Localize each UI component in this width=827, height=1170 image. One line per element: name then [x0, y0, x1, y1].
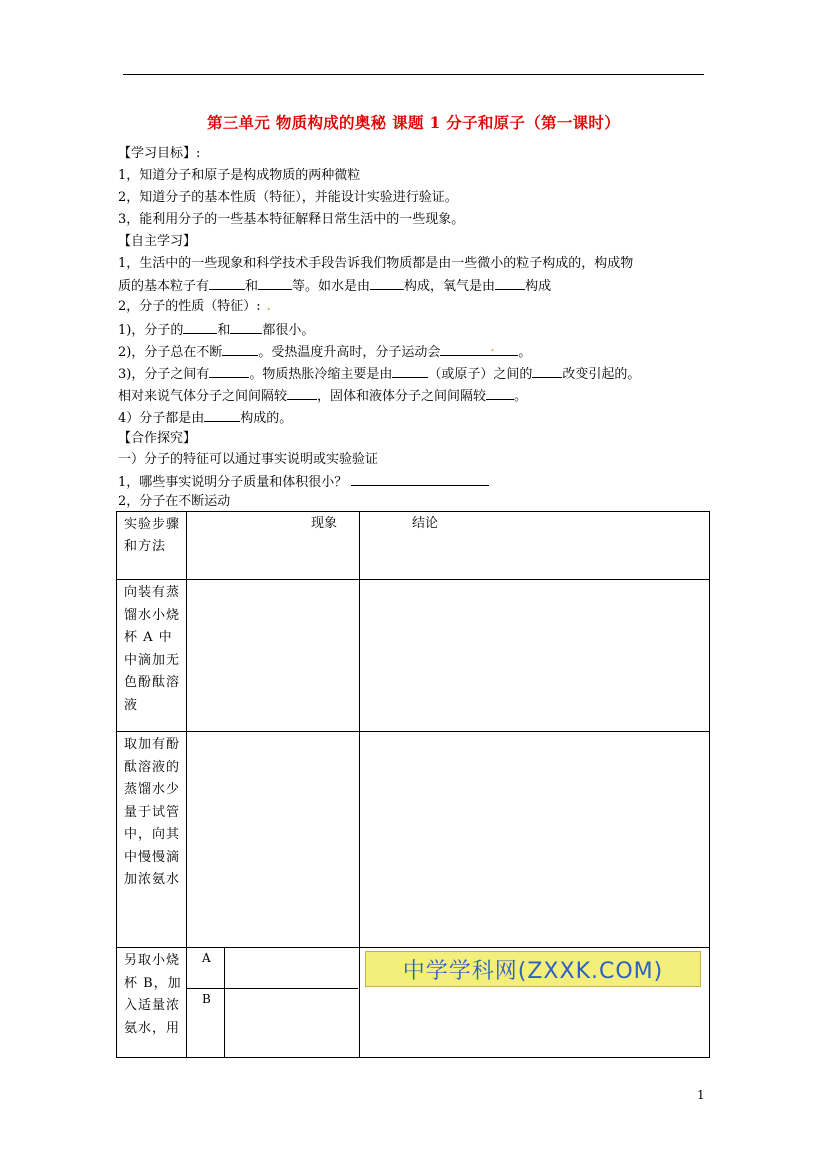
question-line	[118, 387, 527, 405]
question-text: 构成，氧气是由	[404, 279, 496, 294]
fill-blank[interactable]	[287, 387, 317, 400]
table-row	[117, 580, 710, 732]
conclusion-cell[interactable]	[360, 732, 710, 948]
phenomenon-cell[interactable]	[187, 580, 360, 732]
header-step: 实验步骤和方法	[117, 512, 187, 580]
goal-item: 1，知道分子和原子是构成物质的两种微粒	[118, 168, 361, 183]
question-text: 1，生活中的一些现象和科学技术手段告诉我们物质都是由一些微小的粒子构成的，构成物	[118, 256, 634, 271]
self-study-heading: 【自主学习】	[118, 234, 197, 249]
cooperate-heading: 【合作探究】	[118, 431, 197, 446]
fill-blank[interactable]	[183, 321, 217, 334]
question-text: 1，哪些事实说明分子质量和体积很小？	[118, 475, 348, 490]
question-text: ，固体和液体分子之间间隔较	[317, 389, 487, 404]
fill-blank[interactable]	[370, 277, 404, 290]
question-line	[118, 340, 532, 361]
header-conclusion: 结论	[412, 516, 439, 531]
goal-item: 2，知道分子的基本性质（特征），并能设计实验进行验证。	[118, 190, 458, 205]
header-phenomenon-cell	[187, 512, 360, 580]
sub-label-b: B	[202, 992, 211, 1006]
table-row	[117, 732, 710, 948]
sub-label-a: A	[202, 951, 211, 965]
conclusion-cell[interactable]	[360, 580, 710, 732]
phenomenon-cell	[187, 948, 360, 1058]
fill-blank[interactable]	[204, 409, 240, 422]
question-text: 4）分子都是由	[118, 411, 205, 426]
goal-item: 3，能利用分子的一些基本特征解释日常生活中的一些现象。	[118, 212, 465, 227]
question-line	[118, 299, 271, 315]
question-text: 相对来说气体分子之间间隔较	[118, 389, 288, 404]
question-text: 都很小。	[262, 323, 315, 338]
question-text: 2，分子的性质（特征）:	[118, 299, 261, 314]
question-text: （或原子）之间的	[428, 367, 533, 382]
sub-label-cell	[187, 948, 225, 988]
fill-blank[interactable]	[209, 277, 245, 290]
fill-blank[interactable]	[222, 343, 258, 356]
page-title: 第三单元 物质构成的奥秘 课题 1 分子和原子（第一课时）	[206, 113, 621, 132]
watermark-logo: 中学学科网(ZXXK.COM)	[365, 951, 701, 987]
header-phenomenon: 现象	[311, 516, 338, 531]
fill-blank[interactable]	[495, 277, 525, 290]
fill-blank[interactable]	[258, 277, 292, 290]
step-cell: 另取小烧杯 B，加入适量浓氨水，用	[117, 948, 187, 1058]
step-cell: 向装有蒸馏水小烧杯 A 中中滴加无色酚酞溶液	[117, 580, 187, 732]
header-conclusion-cell	[360, 512, 710, 580]
fill-blank[interactable]	[209, 365, 249, 378]
question-text: 1)，分子的	[118, 323, 184, 338]
question-text: 和	[217, 323, 231, 338]
fill-blank[interactable]	[392, 365, 428, 378]
question-text: 2，分子在不断运动	[118, 494, 231, 509]
header-rule	[123, 74, 704, 75]
question-line	[118, 277, 551, 295]
section-text: 一）分子的特征可以通过事实说明或实验验证	[118, 452, 379, 467]
question-text: 。物质热胀冷缩主要是由	[249, 367, 393, 382]
question-line	[118, 321, 314, 339]
fill-blank[interactable]	[440, 340, 518, 356]
fill-blank[interactable]	[230, 321, 262, 334]
mark-dot: .	[266, 299, 271, 314]
phenomenon-cell[interactable]	[187, 732, 360, 948]
fill-blank[interactable]	[351, 473, 489, 486]
fill-blank[interactable]	[532, 365, 562, 378]
question-text: 。	[518, 345, 532, 360]
question-text: 质的基本粒子有	[118, 279, 210, 294]
question-text: 。	[514, 389, 528, 404]
sub-row-a	[187, 948, 358, 989]
question-text: 。受热温度升高时，分子运动会	[258, 345, 441, 360]
table-header-row	[117, 512, 710, 580]
question-text: 构成的。	[240, 411, 293, 426]
question-text: 3)，分子之间有	[118, 367, 210, 382]
question-text: 构成	[525, 279, 552, 294]
page-number: 1	[697, 1088, 705, 1102]
question-line	[118, 473, 489, 491]
question-line	[118, 409, 292, 427]
question-line	[118, 365, 640, 383]
sub-label-cell	[187, 989, 225, 1057]
fill-blank[interactable]	[486, 387, 514, 400]
question-text: 2)，分子总在不断	[118, 345, 223, 360]
question-text: 等。如水是由	[292, 279, 371, 294]
question-text: 和	[245, 279, 259, 294]
mark-dot: .	[490, 340, 495, 355]
step-cell: 取加有酚酞溶液的蒸馏水少量于试管中，向其中慢慢滴加浓氨水	[117, 732, 187, 948]
question-text: 改变引起的。	[562, 367, 641, 382]
goals-heading: 【学习目标】:	[118, 146, 201, 161]
